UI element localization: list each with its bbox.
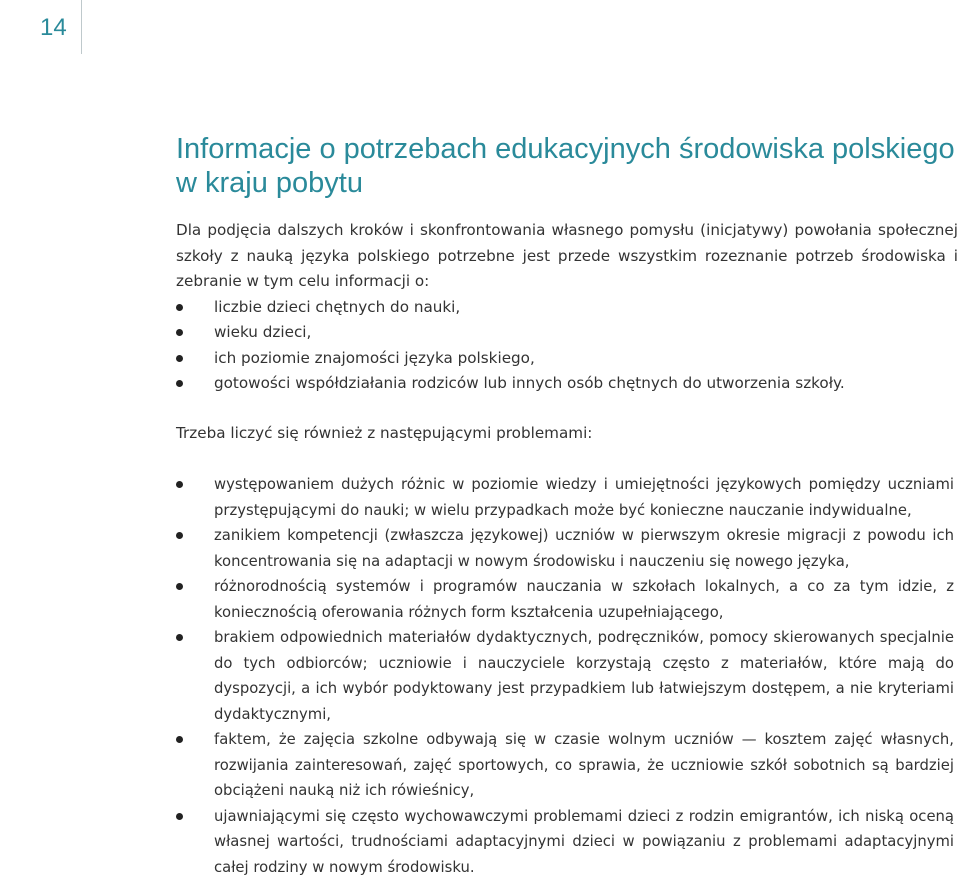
- list-item: [176, 727, 958, 804]
- bullet-icon: [176, 304, 183, 311]
- page-content: [176, 132, 958, 880]
- bullet-icon: [176, 329, 183, 336]
- list-item-text: zanikiem kompetencji (zwłaszcza językowej) uczniów w pierwszym okresie migracji z powodu ich koncentrowania się na adaptacji w nowym środowisku i nauczeniu się nowego języka,: [214, 527, 954, 570]
- list-item: [176, 625, 958, 727]
- list-item-text: różnorodnością systemów i programów nauczania w szkołach lokalnych, a co za tym idzie, z koniecznością oferowania różnych form kształcenia uzupełniającego,: [214, 578, 954, 621]
- bullet-icon: [176, 736, 183, 743]
- section-title: Informacje o potrzebach edukacyjnych środowiska polskiego w kraju pobytu: [176, 133, 955, 199]
- list-item-text: gotowości współdziałania rodziców lub innych osób chętnych do utworzenia szkoły.: [214, 374, 845, 392]
- list-item-text: brakiem odpowiednich materiałów dydaktycznych, podręczników, pomocy skierowanych specjalnie do tych odbiorców; uczniowie i nauczyciele korzystają często z materiałów, które mają do dyspozycji, a ich wybór podyktowany jest przypadkiem lub łatwiejszym dostępem, a nie kryteriami dydaktycznymi,: [214, 629, 954, 723]
- list-item-text: wieku dzieci,: [214, 323, 312, 341]
- list-item: [176, 523, 958, 574]
- list-item: [176, 472, 958, 523]
- list-item: [176, 295, 958, 321]
- list-item-text: faktem, że zajęcia szkolne odbywają się w czasie wolnym uczniów — kosztem zajęć własnych, rozwijania zainteresowań, zajęć sportowych, co sprawia, że uczniowie szkół sobotnich są bardziej obciążeni nauką niż ich rówieśnicy,: [214, 731, 954, 799]
- bullet-icon: [176, 813, 183, 820]
- list-item: [176, 804, 958, 881]
- information-list: [176, 295, 958, 397]
- problems-lead-paragraph: Trzeba liczyć się również z następującymi problemami:: [176, 423, 593, 442]
- bullet-icon: [176, 634, 183, 641]
- list-item: [176, 574, 958, 625]
- page-number-box: [0, 0, 82, 54]
- problems-list: [176, 472, 958, 880]
- bullet-icon: [176, 380, 183, 387]
- list-item-text: ujawniającymi się często wychowawczymi problemami dzieci z rodzin emigrantów, ich niską oceną własnej wartości, trudnościami adaptacyjnymi dzieci w powiązaniu z problemami adaptacyjnymi całej rodziny w nowym środowisku.: [214, 807, 954, 876]
- list-item: [176, 371, 958, 397]
- bullet-icon: [176, 583, 183, 590]
- list-item-text: występowaniem dużych różnic w poziomie wiedzy i umiejętności językowych pomiędzy uczniami przystępującymi do nauki; w wielu przypadkach może być konieczne nauczanie indywidualne,: [214, 476, 954, 519]
- intro-paragraph: Dla podjęcia dalszych kroków i skonfrontowania własnego pomysłu (inicjatywy) powołania społecznej szkoły z nauką języka polskiego potrzebne jest przede wszystkim rozeznanie potrzeb środowiska i zebranie w tym celu informacji o:: [176, 221, 958, 290]
- list-item: [176, 320, 958, 346]
- bullet-icon: [176, 481, 183, 488]
- bullet-icon: [176, 355, 183, 362]
- bullet-icon: [176, 532, 183, 539]
- list-item-text: ich poziomie znajomości języka polskiego,: [214, 348, 535, 367]
- list-item: [176, 346, 958, 372]
- page-number: 14: [40, 14, 67, 41]
- list-item-text: liczbie dzieci chętnych do nauki,: [214, 297, 461, 316]
